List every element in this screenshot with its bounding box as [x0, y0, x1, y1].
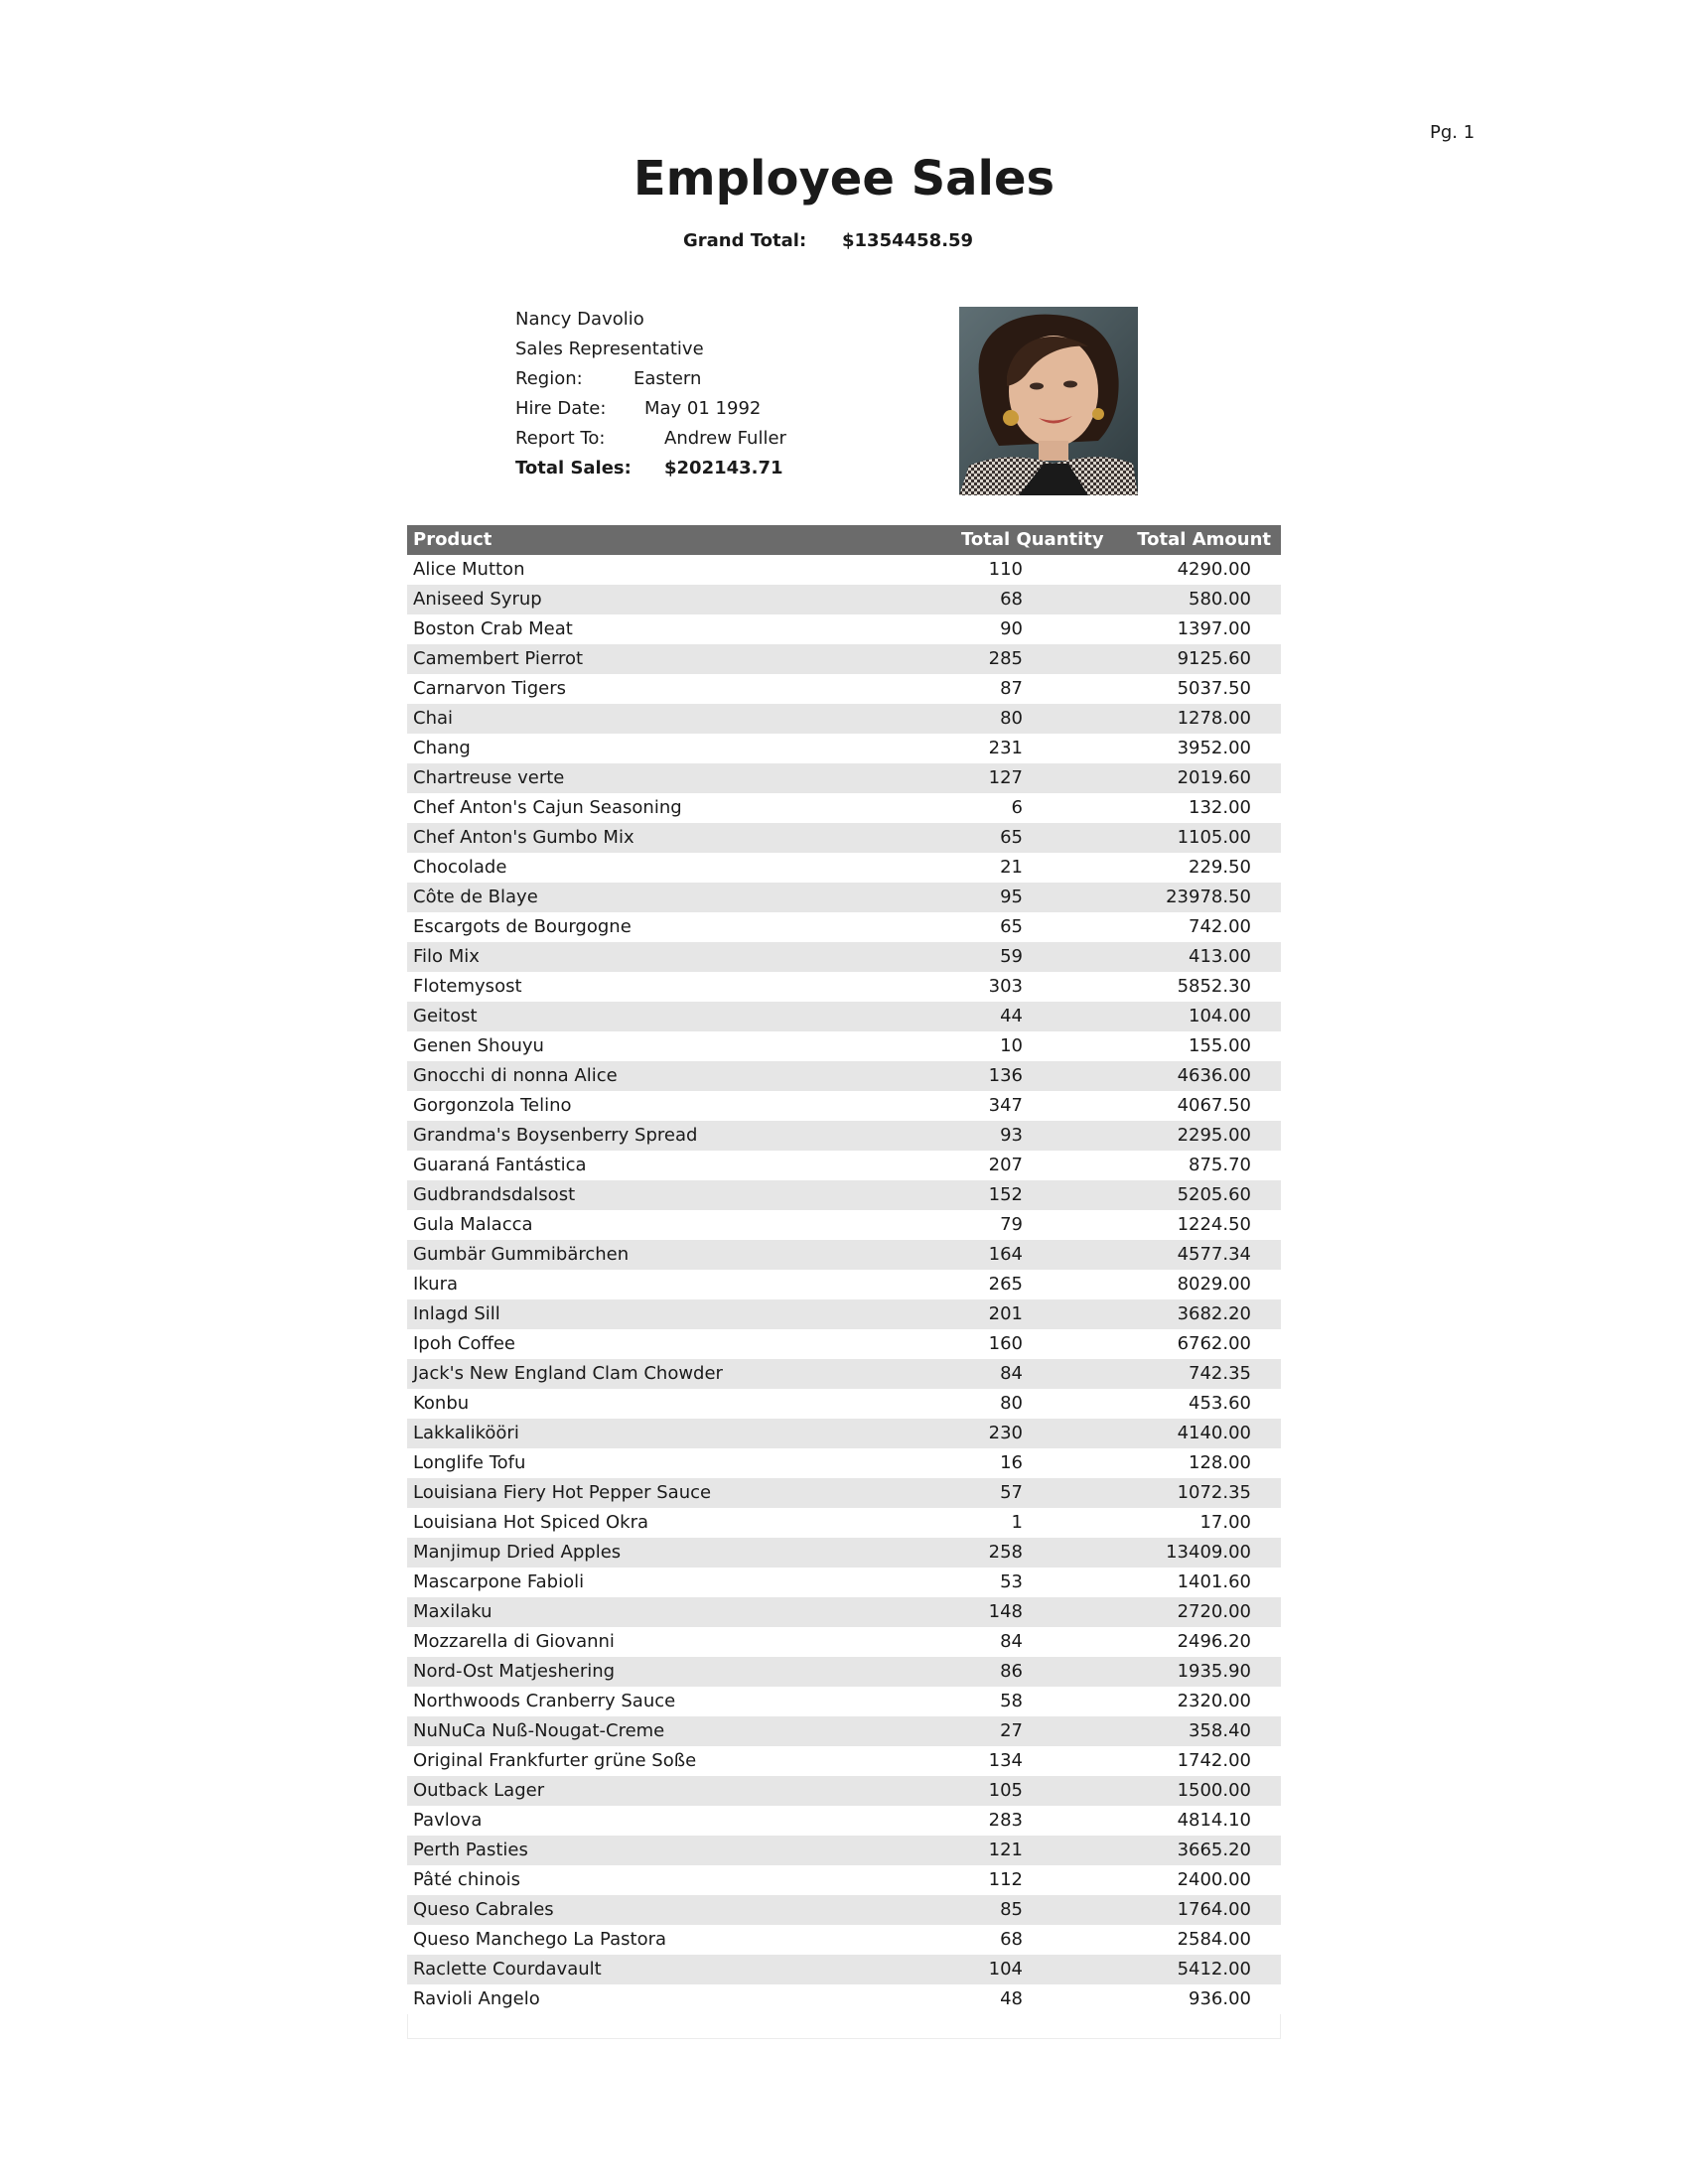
table-row — [407, 1955, 1281, 1984]
amount-cell: 128.00 — [1189, 1452, 1251, 1473]
amount-cell: 2320.00 — [1177, 1691, 1251, 1711]
amount-cell: 4636.00 — [1177, 1065, 1251, 1086]
quantity-cell: 136 — [988, 1065, 1023, 1086]
product-cell: Guaraná Fantástica — [413, 1155, 587, 1175]
quantity-cell: 347 — [988, 1095, 1023, 1116]
quantity-cell: 6 — [1011, 797, 1023, 818]
product-cell: Louisiana Fiery Hot Pepper Sauce — [413, 1482, 712, 1503]
amount-cell: 742.35 — [1189, 1363, 1251, 1384]
product-cell: Gudbrandsdalsost — [413, 1184, 576, 1205]
amount-cell: 2584.00 — [1177, 1929, 1251, 1950]
amount-cell: 1105.00 — [1177, 827, 1251, 848]
product-cell: NuNuCa Nuß-Nougat-Creme — [413, 1720, 665, 1741]
quantity-cell: 57 — [1000, 1482, 1023, 1503]
table-row — [407, 1329, 1281, 1359]
region-value: Eastern — [633, 368, 702, 389]
table-row — [407, 1716, 1281, 1746]
quantity-cell: 10 — [1000, 1035, 1023, 1056]
table-row — [407, 883, 1281, 912]
product-cell: Raclette Courdavault — [413, 1959, 602, 1979]
product-cell: Northwoods Cranberry Sauce — [413, 1691, 676, 1711]
product-cell: Pâté chinois — [413, 1869, 521, 1890]
table-row — [407, 1299, 1281, 1329]
quantity-cell: 283 — [988, 1810, 1023, 1831]
product-cell: Gumbär Gummibärchen — [413, 1244, 630, 1265]
quantity-cell: 65 — [1000, 916, 1023, 937]
amount-cell: 5205.60 — [1177, 1184, 1251, 1205]
table-row — [407, 644, 1281, 674]
table-row — [407, 734, 1281, 763]
table-row — [407, 1180, 1281, 1210]
table-row — [407, 823, 1281, 853]
amount-cell: 2019.60 — [1177, 767, 1251, 788]
quantity-cell: 27 — [1000, 1720, 1023, 1741]
table-row — [407, 1806, 1281, 1836]
quantity-cell: 68 — [1000, 589, 1023, 610]
product-cell: Queso Manchego La Pastora — [413, 1929, 667, 1950]
amount-cell: 4290.00 — [1177, 559, 1251, 580]
table-row — [407, 1031, 1281, 1061]
quantity-cell: 68 — [1000, 1929, 1023, 1950]
table-row — [407, 763, 1281, 793]
product-cell: Maxilaku — [413, 1601, 492, 1622]
table-row — [407, 555, 1281, 585]
amount-cell: 1935.90 — [1177, 1661, 1251, 1682]
sales-table — [407, 525, 1281, 2039]
product-cell: Geitost — [413, 1006, 478, 1026]
quantity-cell: 86 — [1000, 1661, 1023, 1682]
product-cell: Côte de Blaye — [413, 887, 538, 907]
product-cell: Ikura — [413, 1274, 459, 1295]
amount-cell: 3665.20 — [1177, 1840, 1251, 1860]
quantity-cell: 80 — [1000, 708, 1023, 729]
table-row — [407, 1865, 1281, 1895]
product-cell: Mozzarella di Giovanni — [413, 1631, 615, 1652]
grand-total-label: Grand Total: — [683, 230, 807, 251]
quantity-cell: 84 — [1000, 1631, 1023, 1652]
amount-cell: 132.00 — [1189, 797, 1251, 818]
amount-cell: 1224.50 — [1177, 1214, 1251, 1235]
table-row — [407, 1091, 1281, 1121]
table-row — [407, 1776, 1281, 1806]
report-title: Employee Sales — [633, 151, 1055, 206]
table-row — [407, 1240, 1281, 1270]
amount-cell: 742.00 — [1189, 916, 1251, 937]
page-number: Pg. 1 — [1430, 122, 1476, 143]
product-cell: Gula Malacca — [413, 1214, 533, 1235]
product-cell: Queso Cabrales — [413, 1899, 554, 1920]
product-cell: Outback Lager — [413, 1780, 545, 1801]
quantity-cell: 85 — [1000, 1899, 1023, 1920]
product-cell: Louisiana Hot Spiced Okra — [413, 1512, 649, 1533]
table-row — [407, 1061, 1281, 1091]
amount-cell: 1764.00 — [1177, 1899, 1251, 1920]
product-cell: Nord-Ost Matjeshering — [413, 1661, 616, 1682]
quantity-cell: 152 — [988, 1184, 1023, 1205]
product-cell: Chai — [413, 708, 454, 729]
quantity-cell: 80 — [1000, 1393, 1023, 1414]
quantity-cell: 201 — [988, 1303, 1023, 1324]
table-row — [407, 942, 1281, 972]
amount-cell: 8029.00 — [1177, 1274, 1251, 1295]
quantity-cell: 134 — [988, 1750, 1023, 1771]
quantity-cell: 160 — [988, 1333, 1023, 1354]
quantity-cell: 90 — [1000, 618, 1023, 639]
amount-cell: 453.60 — [1189, 1393, 1251, 1414]
product-cell: Original Frankfurter grüne Soße — [413, 1750, 697, 1771]
amount-cell: 580.00 — [1189, 589, 1251, 610]
table-row — [407, 972, 1281, 1002]
product-cell: Chef Anton's Cajun Seasoning — [413, 797, 682, 818]
amount-cell: 4577.34 — [1177, 1244, 1251, 1265]
hire-date-value: May 01 1992 — [644, 398, 762, 419]
quantity-cell: 148 — [988, 1601, 1023, 1622]
table-row — [407, 1568, 1281, 1597]
hire-date-label: Hire Date: — [515, 398, 607, 419]
table-row — [407, 704, 1281, 734]
quantity-cell: 48 — [1000, 1988, 1023, 2009]
quantity-cell: 258 — [988, 1542, 1023, 1563]
quantity-cell: 65 — [1000, 827, 1023, 848]
table-row — [407, 1270, 1281, 1299]
amount-cell: 5037.50 — [1177, 678, 1251, 699]
amount-cell: 23978.50 — [1166, 887, 1251, 907]
header-total-quantity: Total Quantity — [961, 529, 1104, 550]
table-row — [407, 1657, 1281, 1687]
amount-cell: 2496.20 — [1177, 1631, 1251, 1652]
quantity-cell: 265 — [988, 1274, 1023, 1295]
table-row — [407, 1151, 1281, 1180]
quantity-cell: 87 — [1000, 678, 1023, 699]
quantity-cell: 231 — [988, 738, 1023, 758]
product-cell: Genen Shouyu — [413, 1035, 544, 1056]
amount-cell: 104.00 — [1189, 1006, 1251, 1026]
product-cell: Chartreuse verte — [413, 767, 565, 788]
table-row — [407, 585, 1281, 614]
amount-cell: 1500.00 — [1177, 1780, 1251, 1801]
quantity-cell: 303 — [988, 976, 1023, 997]
region-label: Region: — [515, 368, 583, 389]
table-row — [407, 1419, 1281, 1448]
table-row — [407, 1478, 1281, 1508]
product-cell: Inlagd Sill — [413, 1303, 500, 1324]
product-cell: Alice Mutton — [413, 559, 525, 580]
amount-cell: 936.00 — [1189, 1988, 1251, 2009]
employee-name: Nancy Davolio — [515, 309, 644, 330]
product-cell: Grandma's Boysenberry Spread — [413, 1125, 698, 1146]
table-header — [407, 525, 1281, 555]
report-to-label: Report To: — [515, 428, 606, 449]
table-row — [407, 1002, 1281, 1031]
quantity-cell: 105 — [988, 1780, 1023, 1801]
amount-cell: 4814.10 — [1177, 1810, 1251, 1831]
quantity-cell: 1 — [1011, 1512, 1023, 1533]
total-sales-label: Total Sales: — [515, 458, 632, 478]
product-cell: Chocolade — [413, 857, 507, 878]
table-row — [407, 1121, 1281, 1151]
header-product: Product — [413, 529, 492, 550]
quantity-cell: 53 — [1000, 1571, 1023, 1592]
amount-cell: 2400.00 — [1177, 1869, 1251, 1890]
quantity-cell: 58 — [1000, 1691, 1023, 1711]
amount-cell: 4067.50 — [1177, 1095, 1251, 1116]
amount-cell: 17.00 — [1199, 1512, 1251, 1533]
table-row — [407, 1746, 1281, 1776]
report-to-value: Andrew Fuller — [664, 428, 786, 449]
product-cell: Longlife Tofu — [413, 1452, 526, 1473]
product-cell: Boston Crab Meat — [413, 618, 573, 639]
product-cell: Gorgonzola Telino — [413, 1095, 572, 1116]
quantity-cell: 121 — [988, 1840, 1023, 1860]
amount-cell: 1072.35 — [1177, 1482, 1251, 1503]
product-cell: Pavlova — [413, 1810, 483, 1831]
table-row — [407, 674, 1281, 704]
quantity-cell: 79 — [1000, 1214, 1023, 1235]
amount-cell: 1401.60 — [1177, 1571, 1251, 1592]
product-cell: Ipoh Coffee — [413, 1333, 516, 1354]
table-row — [407, 1538, 1281, 1568]
product-cell: Aniseed Syrup — [413, 589, 542, 610]
product-cell: Ravioli Angelo — [413, 1988, 540, 2009]
product-cell: Flotemysost — [413, 976, 522, 997]
quantity-cell: 44 — [1000, 1006, 1023, 1026]
product-cell: Konbu — [413, 1393, 470, 1414]
product-cell: Chef Anton's Gumbo Mix — [413, 827, 634, 848]
quantity-cell: 207 — [988, 1155, 1023, 1175]
amount-cell: 13409.00 — [1166, 1542, 1251, 1563]
quantity-cell: 112 — [988, 1869, 1023, 1890]
amount-cell: 155.00 — [1189, 1035, 1251, 1056]
quantity-cell: 95 — [1000, 887, 1023, 907]
amount-cell: 5852.30 — [1177, 976, 1251, 997]
table-row — [407, 1597, 1281, 1627]
table-footer — [407, 2014, 1281, 2039]
quantity-cell: 93 — [1000, 1125, 1023, 1146]
table-row — [407, 1627, 1281, 1657]
table-row — [407, 1687, 1281, 1716]
table-row — [407, 1389, 1281, 1419]
amount-cell: 2720.00 — [1177, 1601, 1251, 1622]
amount-cell: 1397.00 — [1177, 618, 1251, 639]
product-cell: Mascarpone Fabioli — [413, 1571, 585, 1592]
table-row — [407, 1925, 1281, 1955]
quantity-cell: 16 — [1000, 1452, 1023, 1473]
quantity-cell: 230 — [988, 1423, 1023, 1443]
product-cell: Camembert Pierrot — [413, 648, 584, 669]
amount-cell: 6762.00 — [1177, 1333, 1251, 1354]
product-cell: Manjimup Dried Apples — [413, 1542, 622, 1563]
quantity-cell: 285 — [988, 648, 1023, 669]
amount-cell: 875.70 — [1189, 1155, 1251, 1175]
table-row — [407, 1984, 1281, 2014]
quantity-cell: 127 — [988, 767, 1023, 788]
employee-photo — [959, 307, 1138, 495]
quantity-cell: 59 — [1000, 946, 1023, 967]
table-row — [407, 1836, 1281, 1865]
quantity-cell: 110 — [988, 559, 1023, 580]
product-cell: Filo Mix — [413, 946, 480, 967]
grand-total-value: $1354458.59 — [842, 230, 974, 251]
total-sales-value: $202143.71 — [664, 458, 783, 478]
product-cell: Carnarvon Tigers — [413, 678, 567, 699]
quantity-cell: 164 — [988, 1244, 1023, 1265]
amount-cell: 1742.00 — [1177, 1750, 1251, 1771]
quantity-cell: 104 — [988, 1959, 1023, 1979]
table-body — [407, 555, 1281, 2014]
table-row — [407, 1210, 1281, 1240]
amount-cell: 5412.00 — [1177, 1959, 1251, 1979]
amount-cell: 9125.60 — [1177, 648, 1251, 669]
table-row — [407, 1448, 1281, 1478]
product-cell: Perth Pasties — [413, 1840, 528, 1860]
amount-cell: 2295.00 — [1177, 1125, 1251, 1146]
amount-cell: 229.50 — [1189, 857, 1251, 878]
table-row — [407, 1895, 1281, 1925]
amount-cell: 4140.00 — [1177, 1423, 1251, 1443]
table-row — [407, 1359, 1281, 1389]
table-row — [407, 1508, 1281, 1538]
quantity-cell: 21 — [1000, 857, 1023, 878]
employee-position: Sales Representative — [515, 339, 704, 359]
header-total-amount: Total Amount — [1137, 529, 1271, 550]
product-cell: Jack's New England Clam Chowder — [413, 1363, 723, 1384]
amount-cell: 413.00 — [1189, 946, 1251, 967]
table-row — [407, 853, 1281, 883]
table-row — [407, 793, 1281, 823]
product-cell: Lakkalikööri — [413, 1423, 519, 1443]
amount-cell: 1278.00 — [1177, 708, 1251, 729]
product-cell: Escargots de Bourgogne — [413, 916, 632, 937]
amount-cell: 3952.00 — [1177, 738, 1251, 758]
product-cell: Gnocchi di nonna Alice — [413, 1065, 618, 1086]
amount-cell: 358.40 — [1189, 1720, 1251, 1741]
quantity-cell: 84 — [1000, 1363, 1023, 1384]
amount-cell: 3682.20 — [1177, 1303, 1251, 1324]
product-cell: Chang — [413, 738, 471, 758]
table-row — [407, 614, 1281, 644]
table-row — [407, 912, 1281, 942]
